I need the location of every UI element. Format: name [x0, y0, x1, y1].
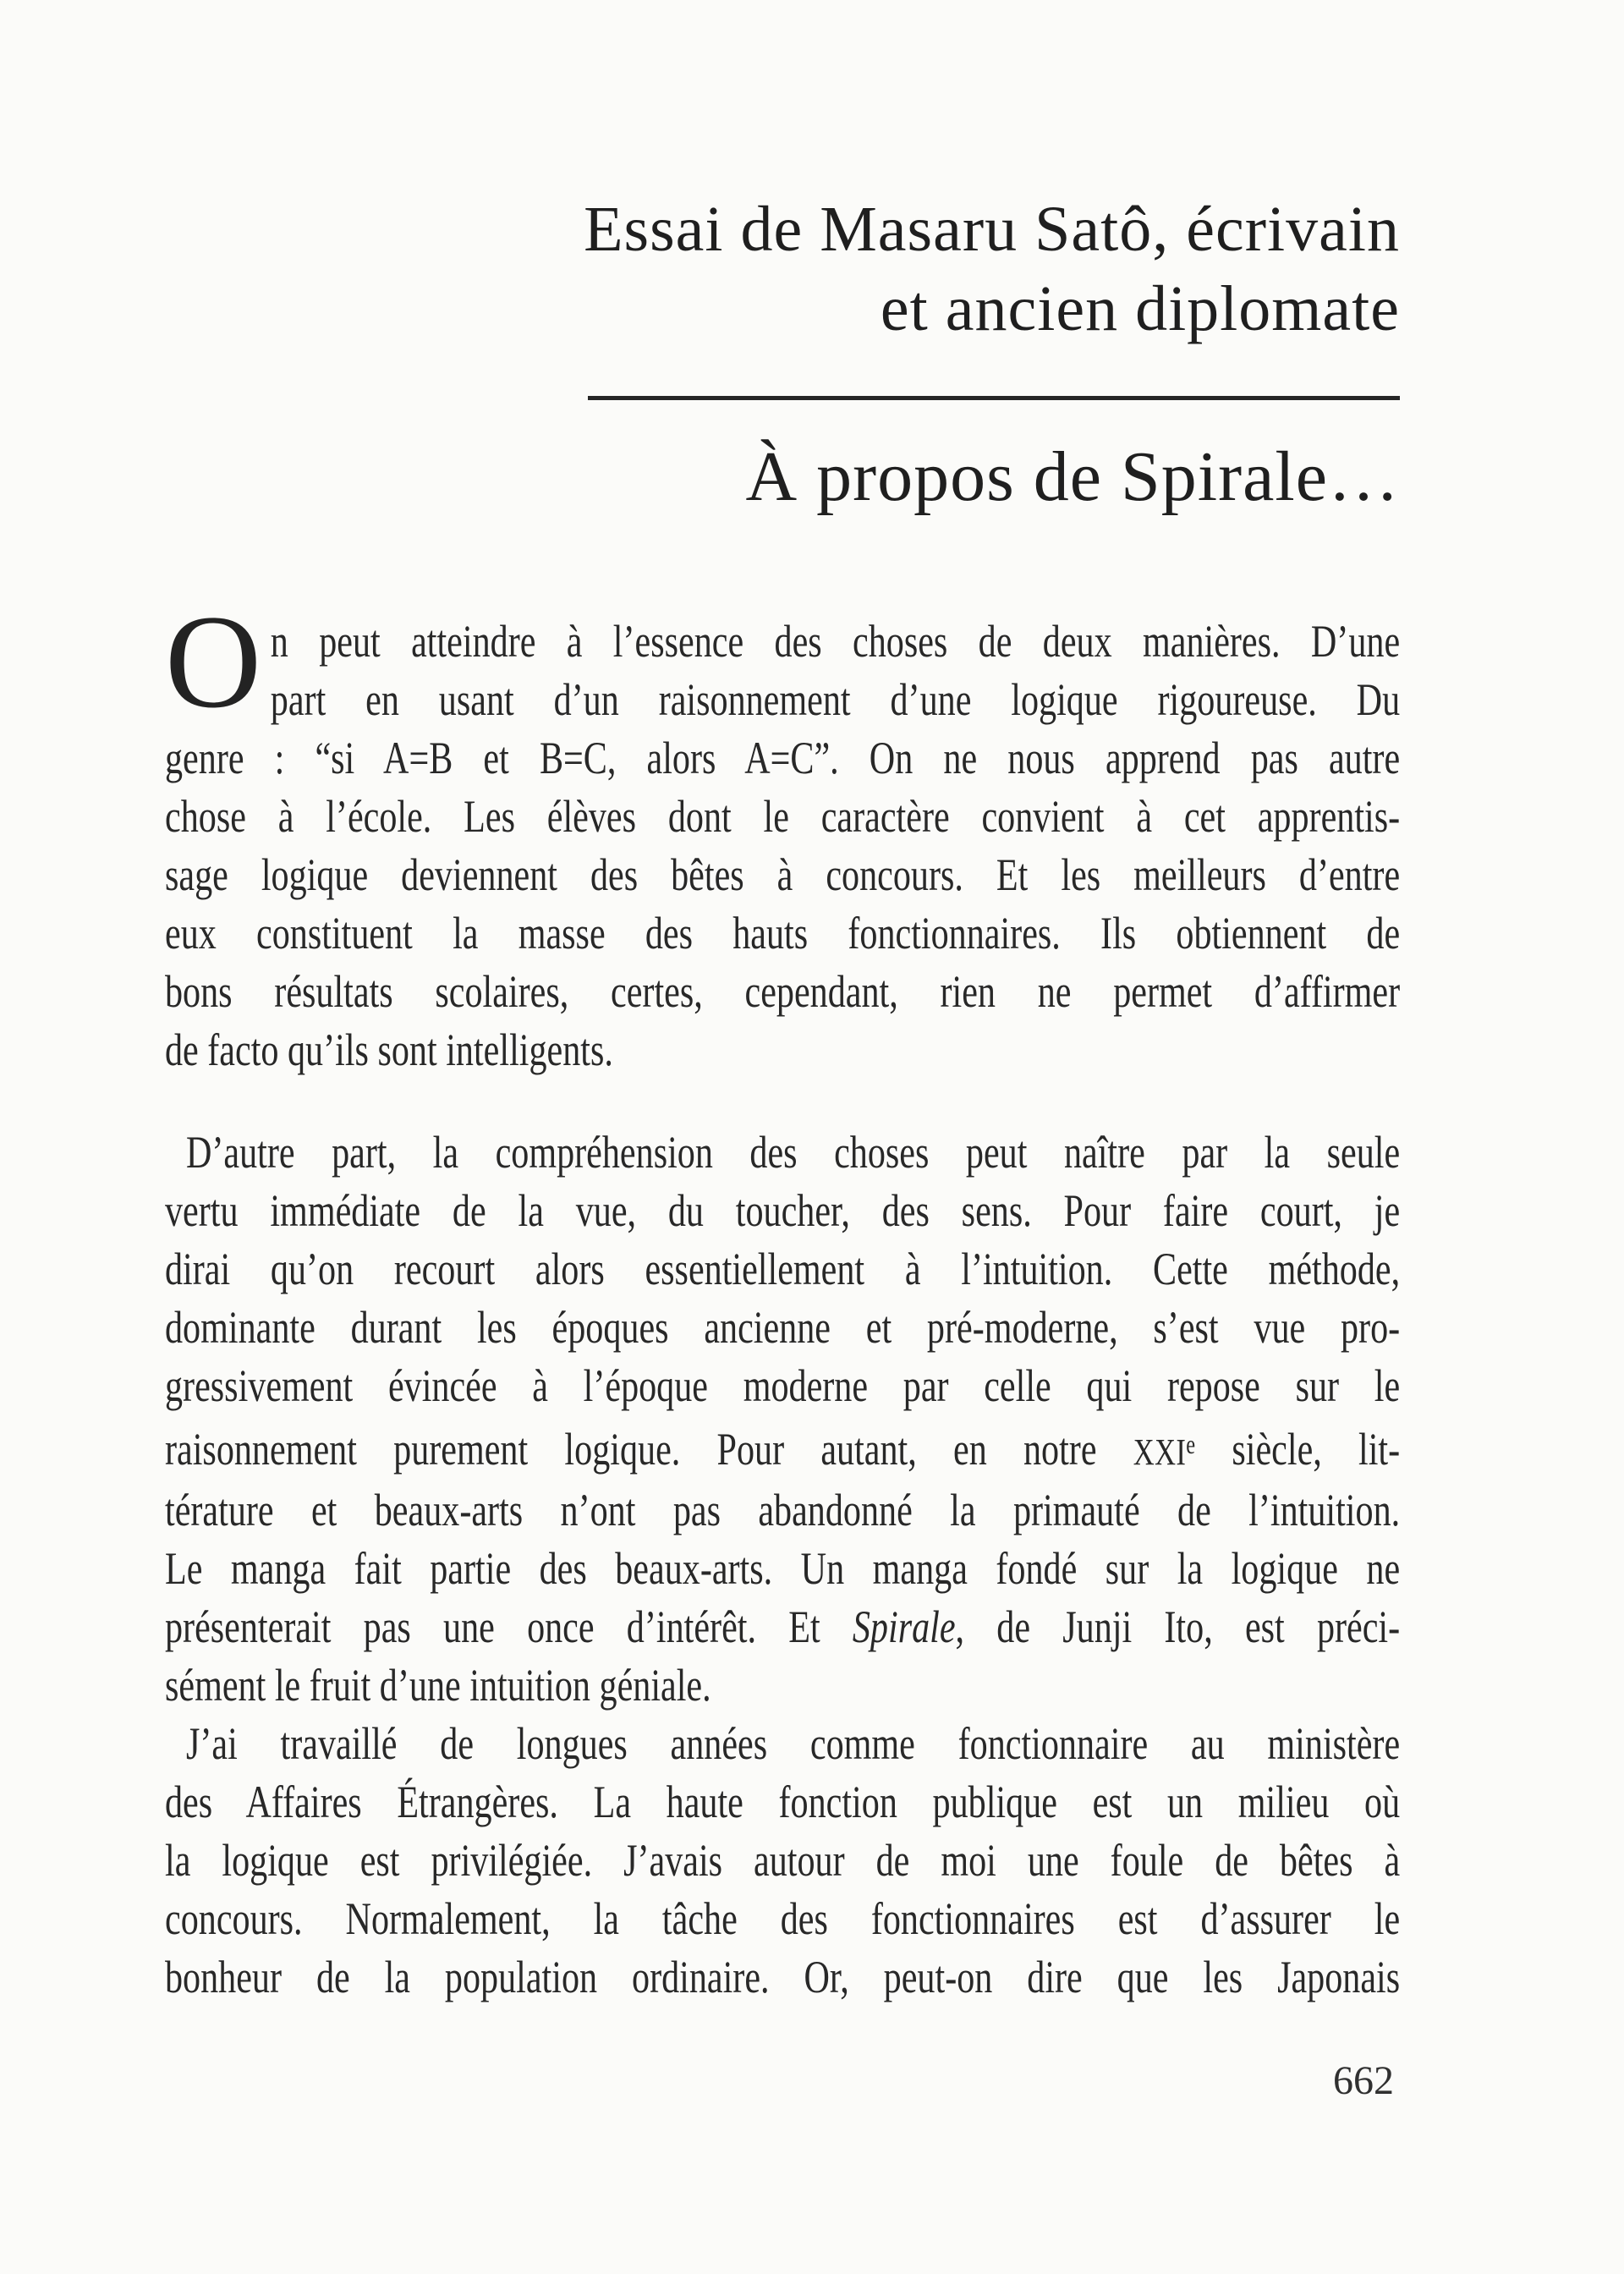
dropcap-letter: O: [165, 588, 262, 736]
body-line: gressivement évincée à l’époque moderne par celle qui repose sur le: [165, 1360, 1401, 1411]
essay-title-line1: Essai de Masaru Satô, écrivain: [584, 194, 1400, 265]
body-line: bons résultats scolaires, certes, cependant, rien ne permet d’affirmer: [165, 966, 1401, 1017]
body-line: raisonnement purement logique. Pour autant, en notre XXIe siècle, lit-: [165, 1424, 1401, 1475]
body-line: n peut atteindre à l’essence des choses de deux manières. D’une: [270, 616, 1401, 667]
body-line: dirai qu’on recourt alors essentiellement à l’intuition. Cette méthode,: [165, 1244, 1401, 1294]
body-line: part en usant d’un raisonnement d’une logique rigoureuse. Du: [270, 674, 1401, 725]
body-line: présenterait pas une once d’intérêt. Et Spirale, de Junji Ito, est préci-: [165, 1601, 1401, 1653]
page-number: 662: [1333, 2058, 1394, 2103]
body-line: sage logique deviennent des bêtes à concours. Et les meilleurs d’entre: [165, 849, 1401, 900]
body-line: dominante durant les époques ancienne et pré-moderne, s’est vue pro-: [165, 1302, 1401, 1353]
body-line: genre : “si A=B et B=C, alors A=C”. On ne nous apprend pas autre: [165, 733, 1401, 783]
essay-heading: [584, 190, 1400, 349]
paragraph: [165, 1715, 1400, 2007]
essay-title-line2: et ancien diplomate: [880, 273, 1400, 344]
body-line: J’ai travaillé de longues années comme fonctionnaire au ministère: [185, 1718, 1401, 1770]
body-line: la logique est privilégiée. J’avais autour de moi une foule de bêtes à: [165, 1835, 1401, 1887]
body-line: des Affaires Étrangères. La haute fonction publique est un milieu où: [165, 1777, 1401, 1828]
essay-subtitle: À propos de Spirale…: [745, 437, 1400, 516]
body-line: térature et beaux-arts n’ont pas abandonné la primauté de l’intuition.: [165, 1485, 1401, 1536]
body-line: de facto qu’ils sont intelligents.: [165, 1024, 613, 1075]
paragraph: [165, 612, 1400, 1079]
body-line: Le manga fait partie des beaux-arts. Un manga fondé sur la logique ne: [165, 1543, 1401, 1595]
essay-body: [165, 588, 1401, 2007]
paragraphs-container: [165, 612, 1400, 2007]
body-line: bonheur de la population ordinaire. Or, peut-on dire que les Japonais: [165, 1952, 1401, 2003]
body-line: eux constituent la masse des hauts fonctionnaires. Ils obtiennent de: [165, 908, 1401, 958]
body-line: concours. Normalement, la tâche des fonctionnaires est d’assurer le: [165, 1893, 1401, 1945]
body-line: sément le fruit d’une intuition géniale.: [165, 1660, 711, 1711]
body-line: chose à l’école. Les élèves dont le caractère convient à cet apprentis-: [165, 791, 1401, 842]
paragraph: [165, 1123, 1400, 1715]
heading-divider-rule: [588, 396, 1400, 400]
body-line: D’autre part, la compréhension des choses peut naître par la seule: [185, 1127, 1401, 1178]
body-line: vertu immédiate de la vue, du toucher, des sens. Pour faire court, je: [165, 1185, 1401, 1236]
